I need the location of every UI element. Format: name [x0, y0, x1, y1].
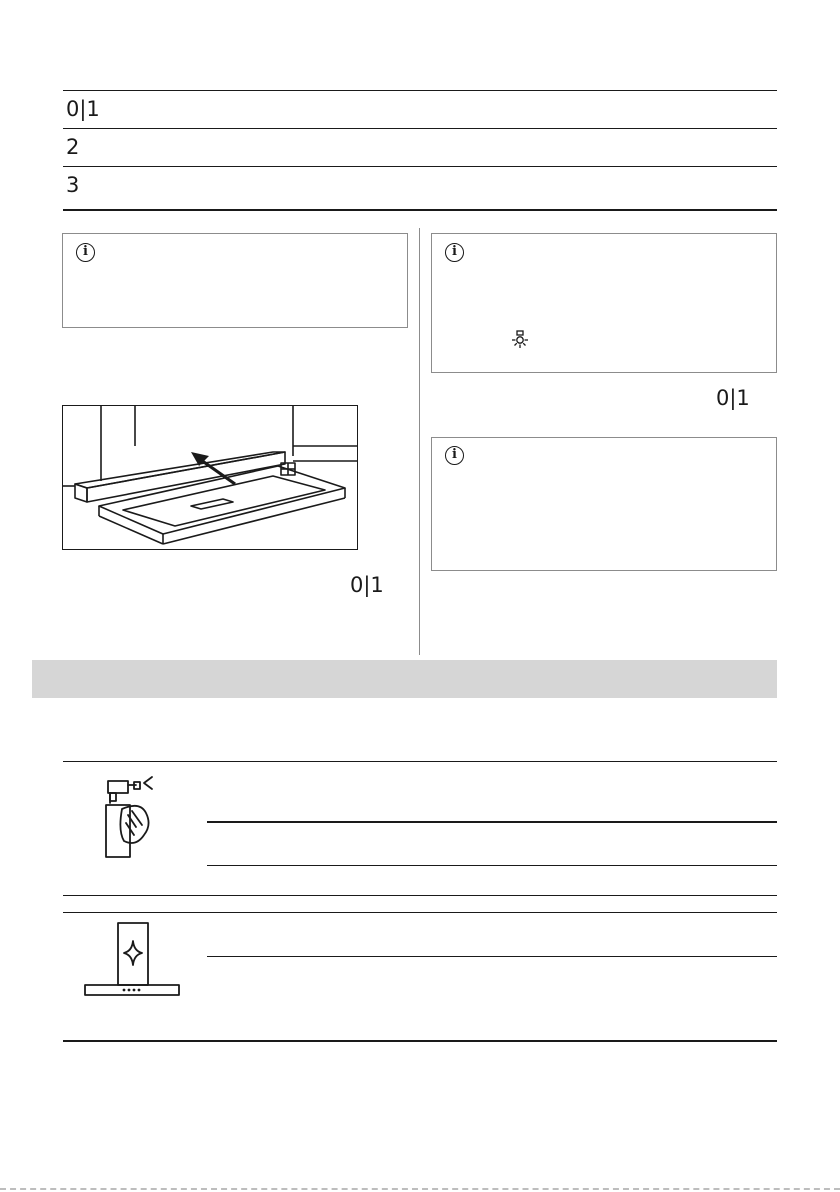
column-divider — [419, 228, 420, 655]
spray-cleaner-icon — [100, 775, 160, 859]
table-top-rule — [63, 90, 777, 91]
light-bulb-icon — [510, 330, 530, 350]
speed-symbol-2: 2 — [66, 135, 80, 159]
note-box-right-bottom — [431, 437, 777, 571]
table-row-rule — [63, 166, 777, 167]
cleaning-row-rule — [63, 895, 777, 896]
speed-symbol-0-1: 0|1 — [66, 97, 100, 121]
cleaning-inner-rule — [207, 821, 777, 823]
extractor-hood-pull-drawing — [63, 406, 357, 549]
table-row-rule — [63, 128, 777, 129]
speed-symbol-3: 3 — [66, 173, 80, 197]
cleaning-inner-rule — [207, 956, 777, 957]
info-icon: i — [445, 243, 464, 262]
note-box-left — [62, 233, 408, 328]
cleaning-table-bottom-rule — [63, 1040, 777, 1042]
info-icon: i — [445, 446, 464, 465]
section-heading-bar — [32, 660, 777, 698]
on-off-symbol-right: 0|1 — [716, 386, 750, 410]
cleaning-inner-rule — [207, 865, 777, 866]
on-off-symbol-left: 0|1 — [350, 573, 384, 597]
cleaning-table-top-rule — [63, 761, 777, 762]
page-bottom-edge — [0, 1188, 840, 1190]
note-box-right-top — [431, 233, 777, 373]
cleaning-row-rule — [63, 912, 777, 913]
hood-sparkle-icon — [82, 921, 182, 997]
hood-extend-illustration — [62, 405, 358, 550]
table-bottom-rule — [63, 209, 777, 211]
info-icon: i — [76, 243, 95, 262]
